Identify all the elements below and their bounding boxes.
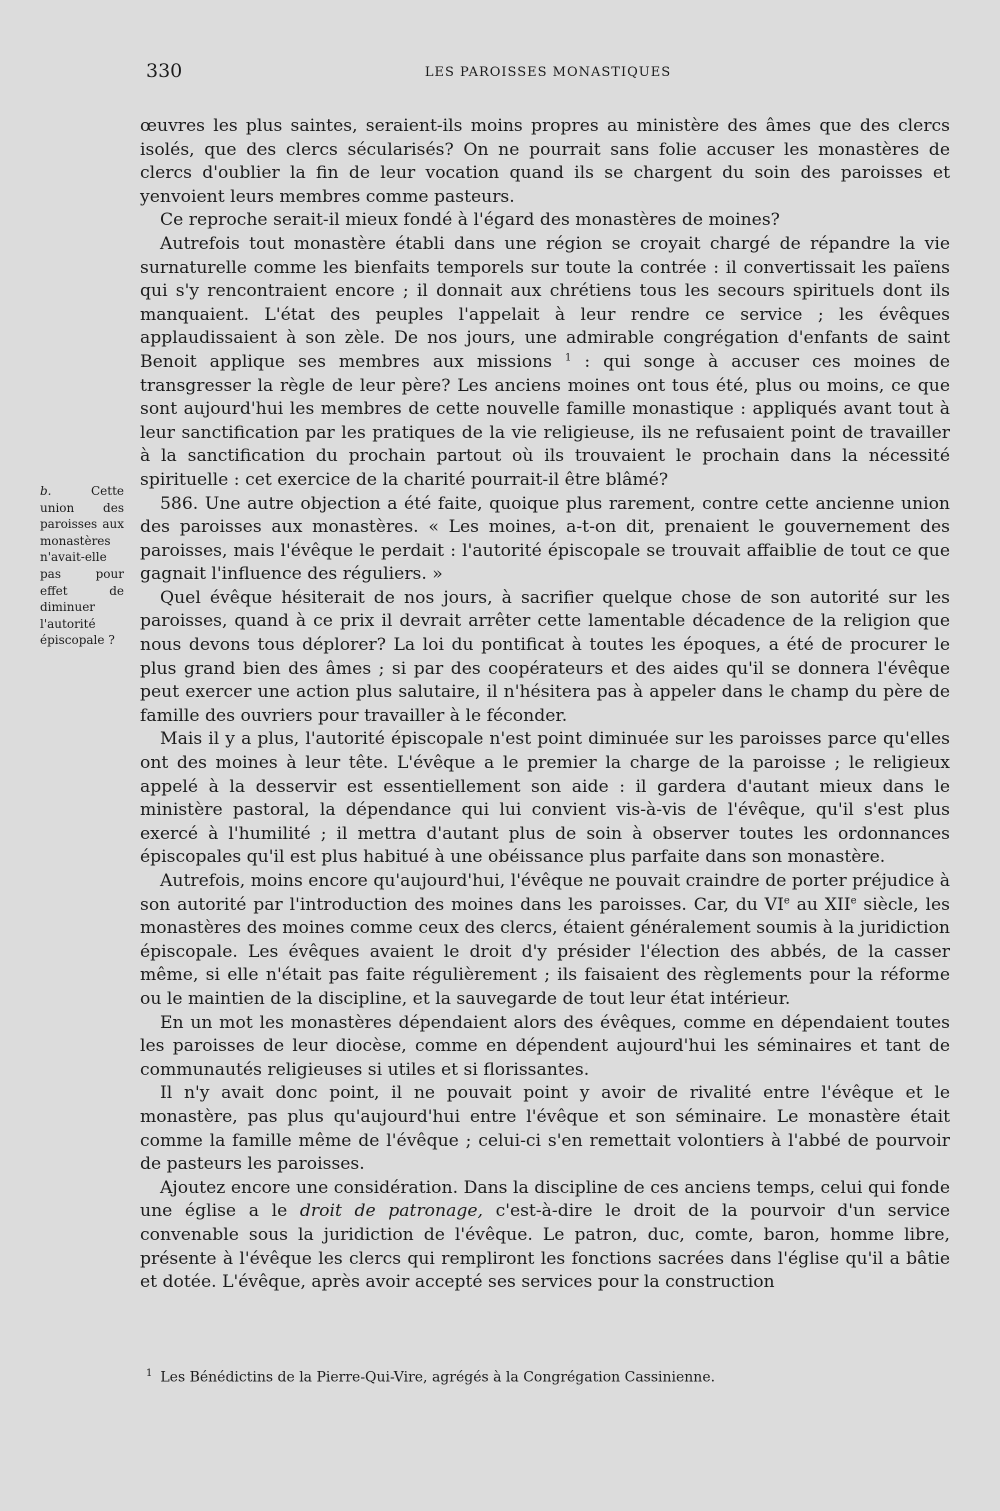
margin-note-text: Cette union des paroisses aux monastères n'avait-elle pas pour effet de diminuer l'autorité épiscopale ?	[40, 484, 124, 648]
paragraph	[140, 233, 950, 493]
body-text	[140, 115, 950, 1295]
running-title: LES PAROISSES MONASTIQUES	[424, 65, 672, 80]
footnote-text: Les Bénédictins de la Pierre-Qui-Vire, agrégés à la Congrégation Cassinienne.	[160, 1369, 716, 1386]
page-header	[146, 60, 950, 86]
footnote-marker: 1	[146, 1368, 153, 1379]
paragraph: Ce reproche serait-il mieux fondé à l'égard des monastères de moines?	[160, 210, 780, 231]
paragraph: En un mot les monastères dépendaient alors des évêques, comme en dépendaient toutes les paroisses de leur diocèse, comme en dépendent aujourd'hui les séminaires et tant de communautés religieuses si utiles et si florissantes.	[140, 1012, 950, 1080]
paragraph	[140, 870, 950, 1012]
margin-note-label: b.	[40, 484, 52, 498]
paragraph-text: c'est-à-dire le droit de la pourvoir d'un service convenable sous la juridiction de l'évêque. Le patron, duc, comte, baron, homme libre, présente à l'évêque les clercs qui rempliront les fonctions sacrées dans l'église qu'il a bâtie et dotée. L'évêque, après avoir accepté ses services pour la construction	[140, 1201, 951, 1293]
paragraph-text: au XII	[789, 894, 851, 915]
margin-note	[40, 483, 124, 649]
paragraph: Mais il y a plus, l'autorité épiscopale n'est point diminuée sur les paroisses parce qu'elles ont des moines à leur tête. L'évêque a le premier la charge de la paroisse ; le religieux appelé à la desservir est essentiellement son aide : il gardera d'autant mieux dans le ministère pastoral, la dépendance qui lui convient vis-à-vis de l'évêque, qu'il s'est plus exercé à l'humilité ; il mettra d'autant plus de soin à observer toutes les ordonnances épiscopales qu'il est plus habitué à une obéissance plus parfaite dans son monastère.	[140, 729, 950, 868]
paragraph: Il n'y avait donc point, il ne pouvait point y avoir de rivalité entre l'évêque et le monastère, pas plus qu'aujourd'hui entre l'évêque et son séminaire. Le monastère était comme la famille même de l'évêque ; celui-ci s'en remettait volontiers à l'abbé de pourvoir de pasteurs les paroisses.	[140, 1083, 950, 1175]
footnote-ref: 1	[564, 352, 572, 364]
page-number: 330	[146, 60, 183, 82]
paragraph-text: Autrefois tout monastère établi dans une région se croyait chargé de répandre la vie surnaturelle comme les bienfaits temporels sur toute la contrée : il convertissait les païens qui s'y rencontraient encore ; il donnait aux chrétiens tous les secours spirituels dont ils manquaient. L'état des peuples l'appelait à leur rendre ce service ; les évêques applaudissaient à son zèle. De nos jours, une admirable congrégation d'enfants de saint Benoit applique ses membres aux missions	[140, 233, 950, 372]
paragraph-text: Autrefois, moins encore qu'aujourd'hui, l'évêque ne pouvait craindre de porter préjudice à son autorité par l'introduction des moines dans les paroisses. Car, du VI	[140, 871, 950, 915]
italic-term: droit de patronage,	[299, 1201, 483, 1222]
paragraph-text: : qui songe à accuser ces moines de transgresser la règle de leur père? Les anciens moines ont tous été, plus ou moins, ce que sont aujourd'hui les membres de cette nouvelle famille monastique : appliqués avant tout à leur sanctification par les pratiques de la vie religieuse, ils ne refusaient point de travailler à la sanctification du prochain partout où ils trouvaient le prochain dans la nécessité spirituelle : cet exercice de la charité pourrait-il être blâmé?	[140, 351, 950, 490]
paragraph-text: siècle, les monastères des moines comme ceux des clercs, étaient généralement soumis à la juridiction épiscopale. Les évêques avaient le droit d'y présider l'élection des abbés, de la casser même, si elle n'était pas faite régulièrement ; ils faisaient des règlements pour la réforme ou le maintien de la discipline, et la sauvegarde de tout leur état intérieur.	[140, 894, 950, 1009]
paragraph	[140, 1177, 950, 1295]
superscript: e	[783, 894, 790, 906]
paragraph: 586. Une autre objection a été faite, quoique plus rarement, contre cette ancienne union des paroisses aux monastères. « Les moines, a-t-on dit, prenaient le gouvernement des paroisses, mais l'évêque le perdait : l'autorité épiscopale se trouvait affaiblie de tout ce que gagnait l'influence des réguliers. »	[140, 493, 950, 585]
footnote	[146, 1364, 950, 1388]
paragraph: Quel évêque hésiterait de nos jours, à sacrifier quelque chose de son autorité sur les paroisses, quand à ce prix il devrait arrêter cette lamentable décadence de la religion que nous devons tous déplorer? La loi du pontificat à toutes les époques, a été de procurer le plus grand bien des âmes ; si par des coopérateurs et des aides qu'il se donnera l'évêque peut exercer une action plus salutaire, il n'hésitera pas à appeler dans le champ du père de famille des ouvriers pour travailler à le féconder.	[140, 587, 950, 726]
paragraph-text: Ajoutez encore une considération. Dans la discipline de ces anciens temps, celui qui fonde une église a le	[140, 1177, 950, 1222]
paragraph: œuvres les plus saintes, seraient-ils moins propres au ministère des âmes que des clercs isolés, que des clercs sécularisés? On ne pourrait sans folie accuser les monastères de clercs d'oublier la fin de leur vocation quand ils se chargent du soin des paroisses et yenvoient leurs membres comme pasteurs.	[140, 116, 950, 207]
superscript: e	[850, 894, 857, 906]
